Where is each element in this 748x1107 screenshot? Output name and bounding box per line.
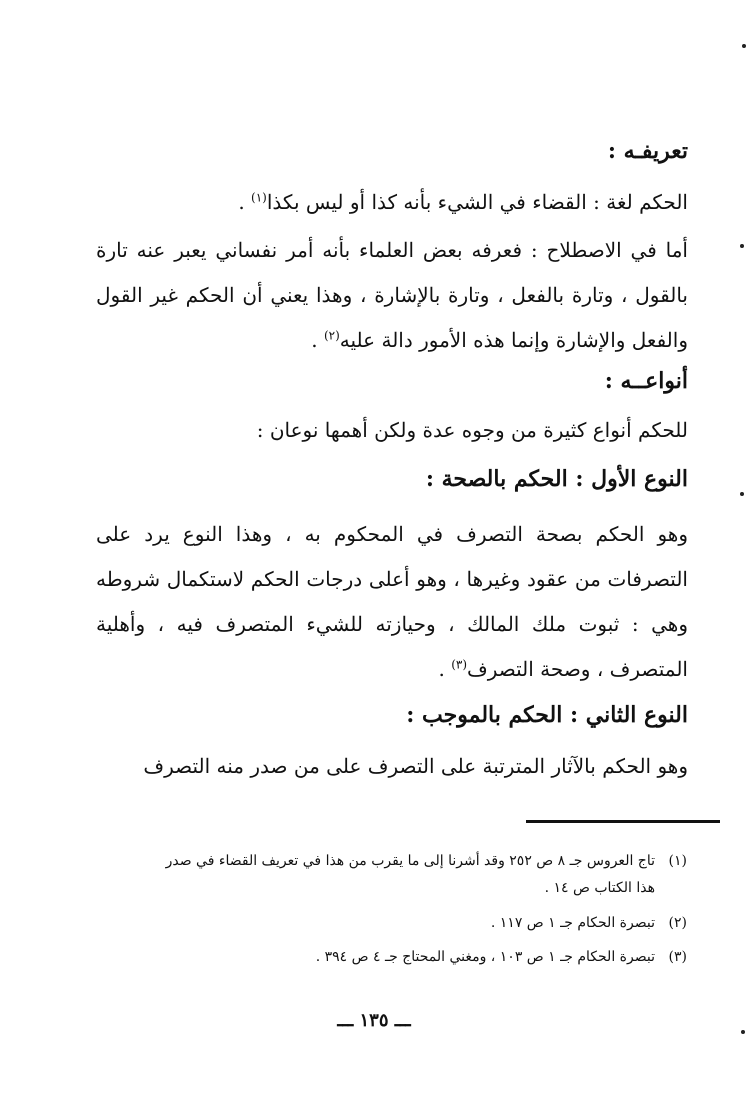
definition-lang-end: . [238, 190, 252, 214]
page-number: ـــ ١٣٥ ـــ [337, 1010, 411, 1031]
footnote-1 [115, 848, 687, 902]
footnote-ref-3: (٣) [451, 657, 468, 672]
footnote-1-text: تاج العروس جـ ٨ ص ٢٥٢ وقد أشرنا إلى ما يقرب من هذا في تعريف القضاء في صدر [165, 853, 655, 869]
type1-paragraph [96, 512, 688, 692]
footnote-2 [115, 910, 687, 937]
footnote-3-text: تبصرة الحكام جـ ١ ص ١٠٣ ، ومغني المحتاج جـ ٤ ص ٣٩٤ . [315, 949, 655, 965]
scan-mark-dot [740, 244, 744, 248]
definition-lang-text: الحكم لغة : القضاء في الشيء بأنه كذا أو ليس بكذا [266, 190, 688, 214]
definition-lang-paragraph [96, 180, 688, 225]
scan-mark-dot [742, 44, 746, 48]
definition-heading: تعريفـه : [607, 138, 688, 164]
definition-term-end: . [311, 328, 324, 352]
type2-heading: النوع الثاني : الحكم بالموجب : [406, 702, 688, 728]
type1-text: وهو الحكم بصحة التصرف في المحكوم به ، وهذا النوع يرد على التصرفات من عقود وغيرها ، وهو أعلى درجات الحكم لاستكمال شروطه وهي : ثبوت ملك المالك ، وحيازته للشيء المتصرف فيه ، وأهلية المتصرف ، وصحة التصرف [96, 522, 688, 681]
footnote-separator [526, 820, 720, 823]
footnote-ref-1: (١) [251, 190, 267, 205]
type1-end: . [438, 657, 452, 681]
footnote-ref-2: (٢) [323, 328, 340, 343]
footnote-2-number: (٢) [668, 915, 687, 931]
scan-mark-dot [740, 492, 744, 496]
scan-mark-dot [741, 1030, 745, 1034]
footnote-1-number: (١) [668, 853, 687, 869]
types-heading: أنواعــه : [604, 368, 688, 394]
types-intro-paragraph: للحكم أنواع كثيرة من وجوه عدة ولكن أهمها نوعان : [256, 418, 688, 442]
footnote-3-number: (٣) [668, 949, 687, 965]
type2-paragraph: وهو الحكم بالآثار المترتبة على التصرف على من صدر منه التصرف [143, 754, 688, 778]
footnote-1-continuation: هذا الكتاب ص ١٤ . [544, 880, 655, 896]
definition-term-paragraph [96, 228, 688, 363]
footnote-2-text: تبصرة الحكام جـ ١ ص ١١٧ . [490, 915, 655, 931]
type1-heading: النوع الأول : الحكم بالصحة : [425, 466, 688, 492]
footnote-3 [115, 944, 687, 971]
definition-term-text: أما في الاصطلاح : فعرفه بعض العلماء بأنه أمر نفساني يعبر عنه تارة بالقول ، وتارة بالفعل ، وتارة بالإشارة ، وهذا يعني أن الحكم غير القول والفعل والإشارة وإنما هذه الأمور دالة عليه [96, 238, 688, 352]
